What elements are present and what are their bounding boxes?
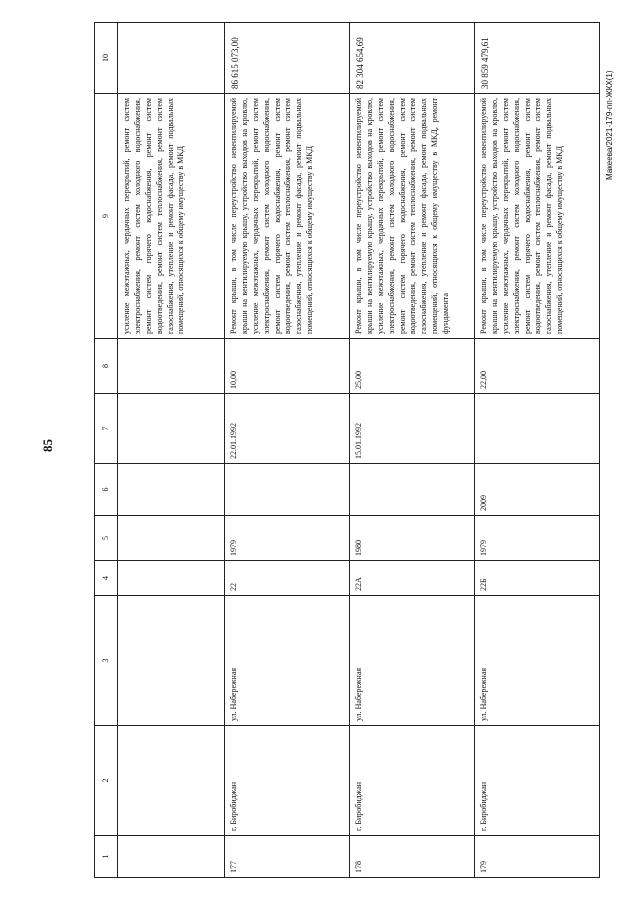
column-header: 6 [95, 464, 118, 516]
continuation-row [118, 23, 225, 878]
column-header: 3 [95, 596, 118, 726]
empty-cell [118, 561, 225, 596]
row-number-cell: 177 [225, 836, 350, 878]
page-number: 85 [40, 439, 55, 452]
works-cell: Ремонт крыши, в том числе переустройство невентилируемой крыши на вентилируемую крышу, устройство выходов на кровлю, усиление межэтажных, чердачных перекрытий, ремонт систем электроснабжения, ремонт систем холодного водоснабжения, ремонт систем горячего водоснабжения, ремонт систем водоотведения, ремонт систем теплоснабжения, ремонт систем газоснабжения, утепление и ремонт фасада, ремонт подвальных помещений, относящихся к общему имуществу в МКД [225, 94, 350, 339]
column-header: 9 [95, 94, 118, 339]
wear-cell: 10,00 [225, 339, 350, 394]
year-built-cell: 1980 [350, 516, 475, 561]
cost-cell: 82 304 654,69 [350, 23, 475, 94]
column-header: 2 [95, 726, 118, 836]
column-number-row [95, 23, 118, 878]
empty-cell [118, 339, 225, 394]
table-row [350, 23, 475, 878]
year-overhaul-cell: 2009 [475, 464, 600, 516]
empty-cell [118, 836, 225, 878]
year-overhaul-cell [225, 464, 350, 516]
privatization-date-cell: 22.01.1992 [225, 394, 350, 464]
table-row [225, 23, 350, 878]
empty-cell [118, 596, 225, 726]
cost-cell: 86 615 073,00 [225, 23, 350, 94]
column-header: 4 [95, 561, 118, 596]
column-header: 7 [95, 394, 118, 464]
column-header: 10 [95, 23, 118, 94]
year-built-cell: 1979 [475, 516, 600, 561]
empty-cell [118, 726, 225, 836]
works-cell: Ремонт крыши, в том числе переустройство невентилируемой крыши на вентилируемую крышу, устройство выходов на кровлю, усиление межэтажных, чердачных перекрытий, ремонт систем электроснабжения, ремонт систем холодного водоснабжения, ремонт систем горячего водоснабжения, ремонт систем водоотведения, ремонт систем теплоснабжения, ремонт систем газоснабжения, утепление и ремонт фасада, ремонт подвальных помещений, относящихся к общему имуществу в МКД [475, 94, 600, 339]
street-cell: ул. Набережная [350, 596, 475, 726]
city-cell: г. Биробиджан [350, 726, 475, 836]
empty-cell [118, 516, 225, 561]
column-header: 8 [95, 339, 118, 394]
works-cell: Ремонт крыши, в том числе переустройство невентилируемой крыши на вентилируемую крышу, устройство выходов на кровлю, усиление межэтажных, чердачных перекрытий, ремонт систем электроснабжения, ремонт систем холодного водоснабжения, ремонт систем горячего водоснабжения, ремонт систем водоотведения, ремонт систем теплоснабжения, ремонт систем газоснабжения, утепление и ремонт фасада, ремонт подвальных помещений, относящихся к общему имуществу в МКД, ремонт фундамента [350, 94, 475, 339]
housing-repair-table [94, 22, 600, 878]
city-cell: г. Биробиджан [225, 726, 350, 836]
row-number-cell: 179 [475, 836, 600, 878]
document-footer-code: Макеева/2021-179-пп-ЖКХ(1) [605, 70, 614, 180]
street-cell: ул. Набережная [475, 596, 600, 726]
city-cell: г. Биробиджан [475, 726, 600, 836]
house-cell: 22Б [475, 561, 600, 596]
year-built-cell: 1979 [225, 516, 350, 561]
column-header: 5 [95, 516, 118, 561]
wear-cell: 22,00 [475, 339, 600, 394]
house-cell: 22 [225, 561, 350, 596]
rotated-page [94, 23, 589, 878]
cost-cell: 30 859 479,61 [475, 23, 600, 94]
row-number-cell: 178 [350, 836, 475, 878]
wear-cell: 25,00 [350, 339, 475, 394]
house-cell: 22А [350, 561, 475, 596]
street-cell: ул. Набережная [225, 596, 350, 726]
privatization-date-cell: 15.01.1992 [350, 394, 475, 464]
year-overhaul-cell [350, 464, 475, 516]
table-row [475, 23, 600, 878]
column-header: 1 [95, 836, 118, 878]
empty-cell [118, 23, 225, 94]
empty-cell [118, 464, 225, 516]
empty-cell [118, 394, 225, 464]
works-continuation-cell: усиление межэтажных, чердачных перекрытий, ремонт систем электроснабжения, ремонт систем холодного водоснабжения, ремонт систем горячего водоснабжения, ремонт систем водоотведения, ремонт систем теплоснабжения, ремонт систем газоснабжения, утепление и ремонт фасада, ремонт подвальных помещений, относящихся к общему имуществу в МКД [118, 94, 225, 339]
privatization-date-cell [475, 394, 600, 464]
